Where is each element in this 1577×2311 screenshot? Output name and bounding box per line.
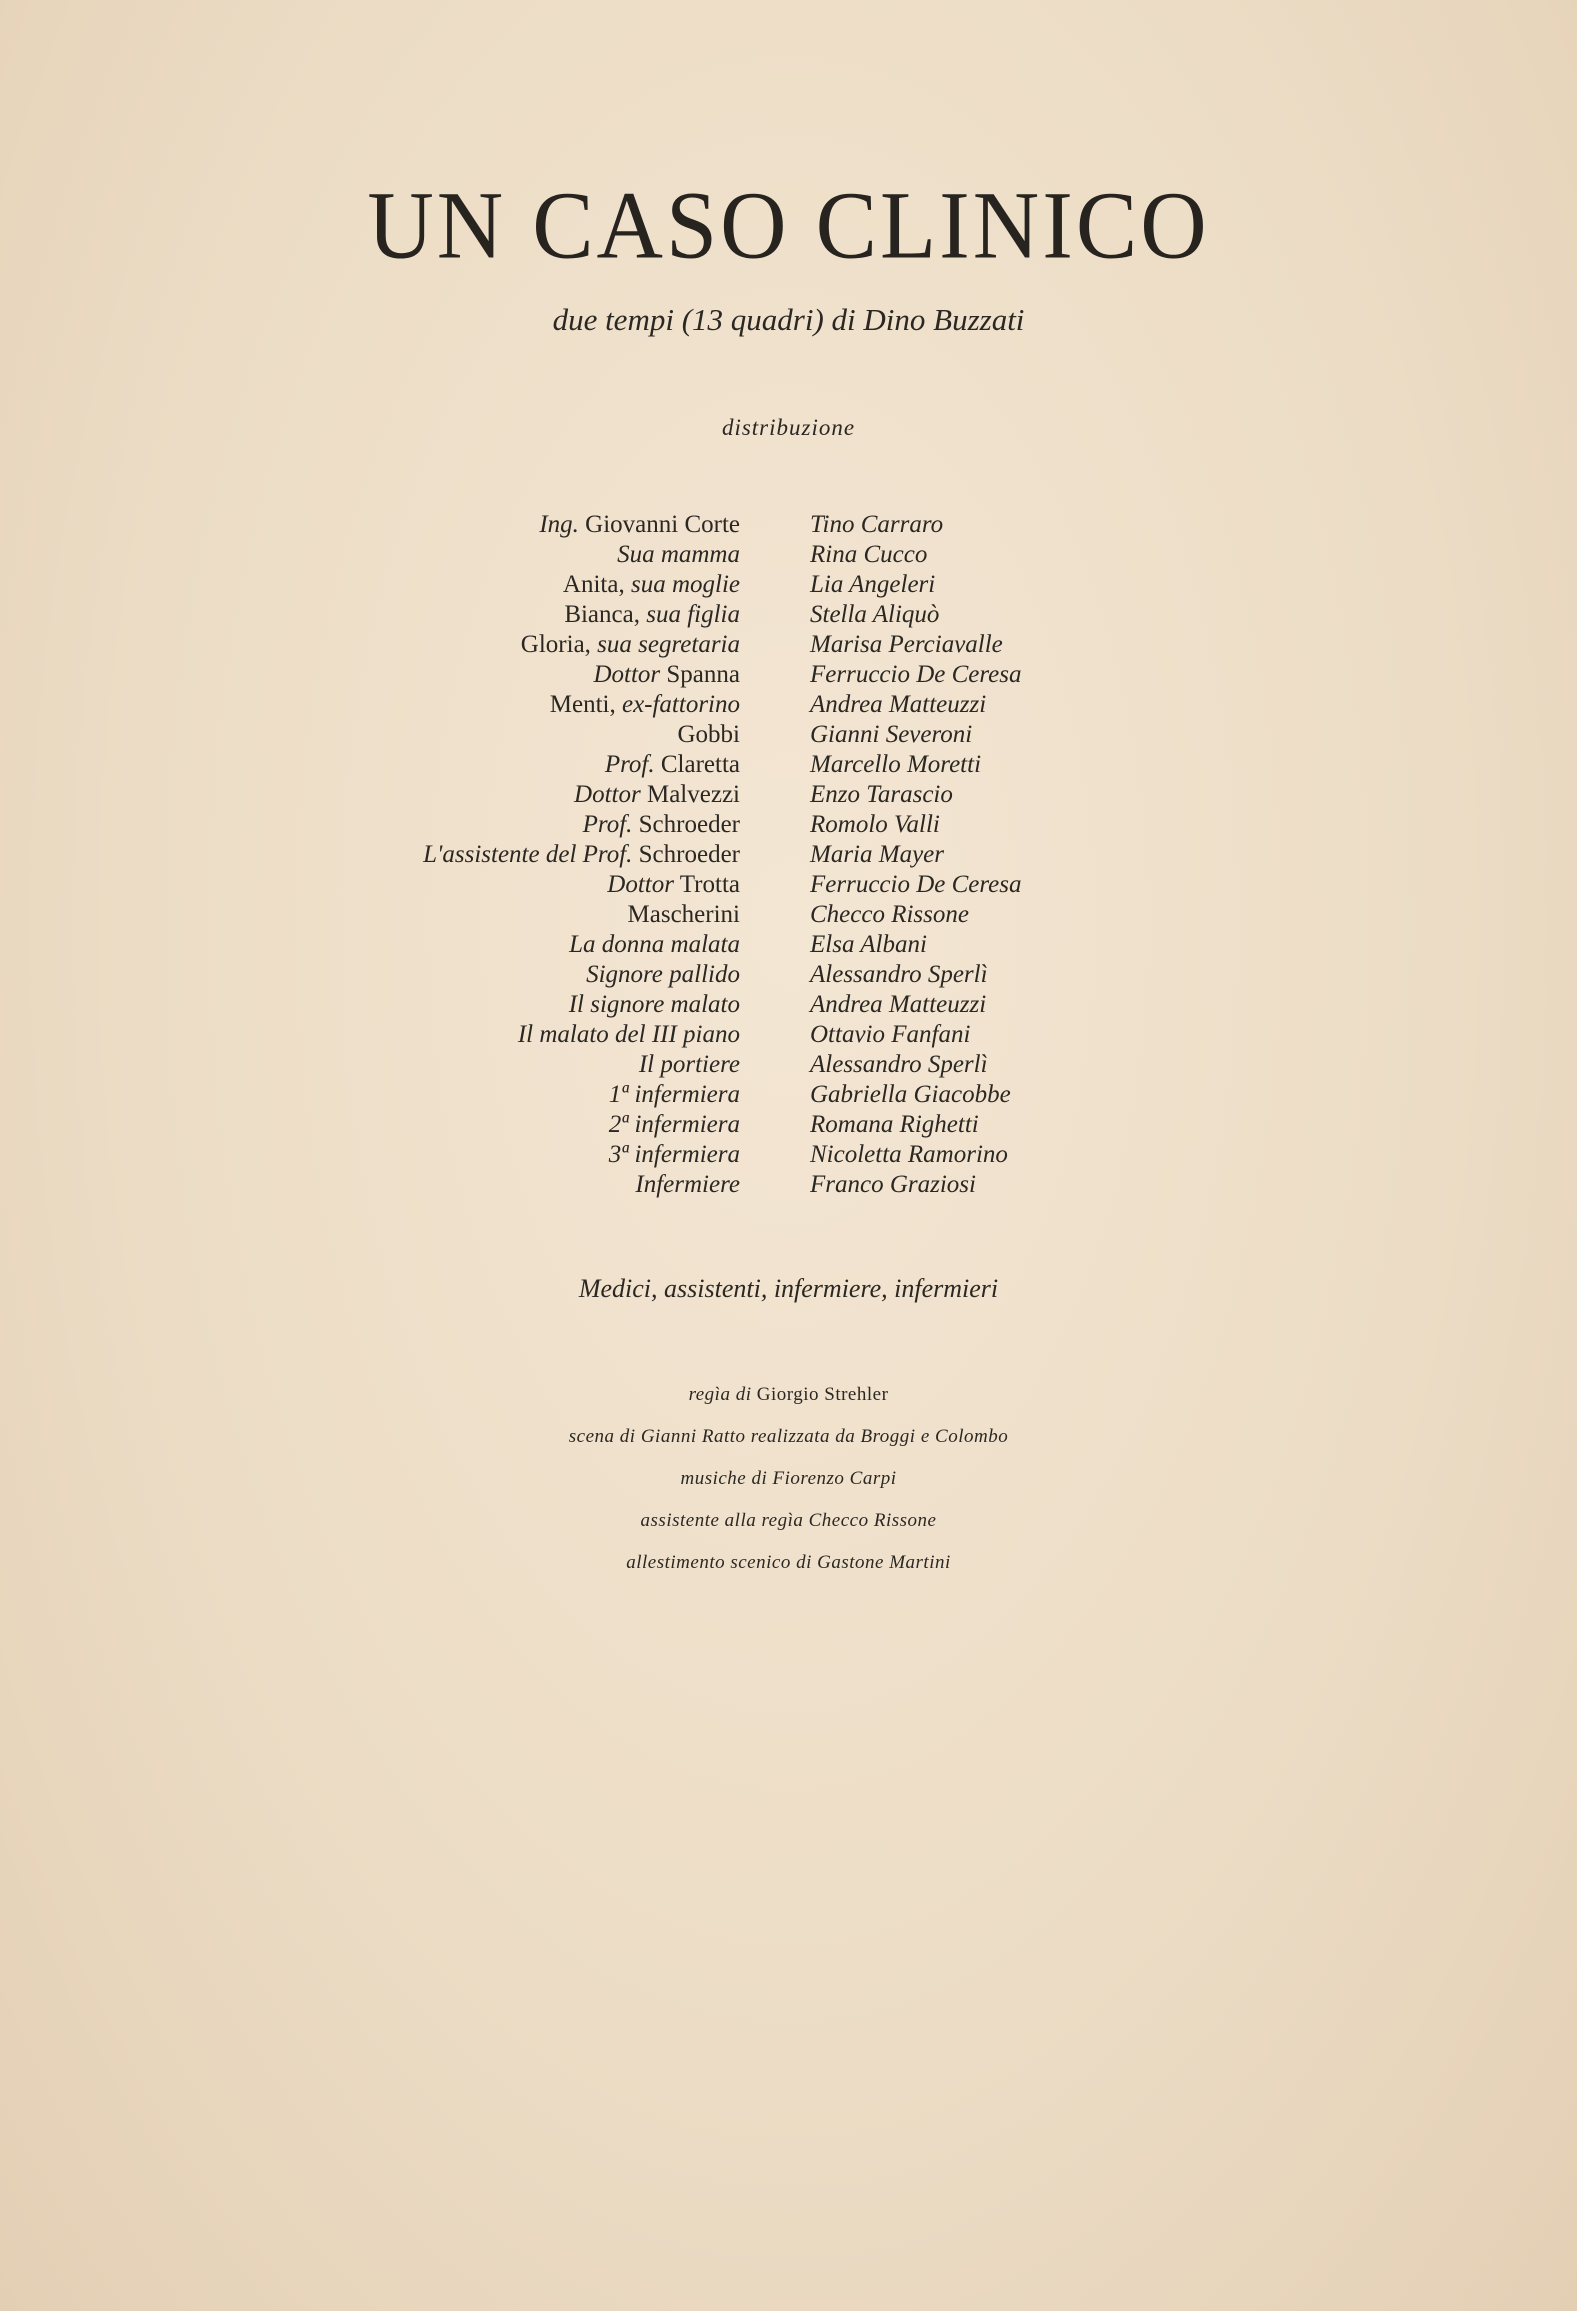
cast-role xyxy=(617,540,740,570)
cast-role-prefix: Prof. xyxy=(582,811,633,838)
subtitle: due tempi (13 quadri) di Dino Buzzati xyxy=(552,302,1025,337)
credit-text: assistente alla regìa Checco Rissone xyxy=(640,1510,937,1531)
distribution-label: distribuzione xyxy=(721,415,856,440)
cast-row xyxy=(0,660,1577,690)
cast-role-name: Trotta xyxy=(673,871,740,898)
cast-role xyxy=(635,1170,740,1200)
credit-extra: realizzata da Broggi e Colombo xyxy=(745,1426,1009,1447)
cast-role xyxy=(521,630,740,660)
cast-role-suffix: sua moglie xyxy=(630,571,740,598)
cast-role-name: Bianca, xyxy=(564,601,647,628)
cast-role xyxy=(628,900,740,930)
cast-role-prefix: Infermiere xyxy=(635,1171,740,1198)
cast-actor: Maria Mayer xyxy=(810,841,944,868)
credit-line xyxy=(0,1374,1577,1416)
cast-role-name: Anita, xyxy=(562,571,631,598)
cast-actor: Ferruccio De Ceresa xyxy=(810,661,1022,688)
cast-row xyxy=(0,780,1577,810)
cast-role xyxy=(423,840,740,870)
cast-actor: Ottavio Fanfani xyxy=(810,1021,971,1048)
cast-role xyxy=(609,1140,740,1170)
cast-role-prefix: 2ª infermiera xyxy=(608,1111,740,1138)
cast-actor: Ferruccio De Ceresa xyxy=(810,871,1022,898)
cast-role xyxy=(574,780,740,810)
credit-text: allestimento scenico di Gastone Martini xyxy=(626,1552,951,1573)
cast-role-prefix: Ing. xyxy=(539,511,579,538)
cast-role-name: Gobbi xyxy=(677,721,740,748)
credit-line xyxy=(0,1500,1577,1542)
page-title: UN CASO CLINICO xyxy=(367,171,1210,279)
cast-row xyxy=(0,870,1577,900)
cast-role-name: Spanna xyxy=(660,661,740,688)
cast-actor: Nicoletta Ramorino xyxy=(810,1141,1008,1168)
cast-role-prefix: 3ª infermiera xyxy=(608,1141,740,1168)
cast-role-name: Schroeder xyxy=(632,841,740,868)
cast-role xyxy=(569,930,740,960)
cast-role-name: Mascherini xyxy=(627,901,740,928)
cast-row xyxy=(0,960,1577,990)
cast-actor: Alessandro Sperlì xyxy=(810,1051,988,1078)
cast-role-name: Gloria, xyxy=(520,631,598,658)
cast-row xyxy=(0,1020,1577,1050)
cast-actor: Alessandro Sperlì xyxy=(810,961,988,988)
cast-row xyxy=(0,540,1577,570)
cast-role xyxy=(639,1050,740,1080)
credit-line xyxy=(0,1458,1577,1500)
cast-actor: Marcello Moretti xyxy=(810,751,982,778)
cast-row xyxy=(0,600,1577,630)
cast-row xyxy=(0,1140,1577,1170)
cast-actor: Romolo Valli xyxy=(810,811,940,838)
credit-text: musiche di Fiorenzo Carpi xyxy=(680,1468,897,1489)
cast-actor: Romana Righetti xyxy=(810,1111,979,1138)
cast-role xyxy=(518,1020,740,1050)
cast-role xyxy=(563,570,740,600)
cast-actor: Andrea Matteuzzi xyxy=(810,691,987,718)
cast-role xyxy=(586,960,740,990)
cast-actor: Tino Carraro xyxy=(810,511,944,538)
extras-line: Medici, assistenti, infermiere, infermieri xyxy=(578,1274,999,1303)
credits-block xyxy=(0,1374,1577,1584)
cast-actor: Stella Aliquò xyxy=(810,601,940,628)
cast-list xyxy=(0,510,1577,1200)
cast-role xyxy=(583,810,740,840)
cast-role xyxy=(550,690,740,720)
cast-actor: Lia Angeleri xyxy=(810,571,936,598)
cast-row xyxy=(0,720,1577,750)
cast-role-prefix: Dottor xyxy=(607,871,674,898)
cast-row xyxy=(0,570,1577,600)
cast-row xyxy=(0,1170,1577,1200)
cast-role xyxy=(539,510,740,540)
cast-role-prefix: Dottor xyxy=(574,781,641,808)
cast-row xyxy=(0,840,1577,870)
cast-role-prefix: Il malato del III piano xyxy=(517,1021,740,1048)
cast-row xyxy=(0,930,1577,960)
cast-actor: Checco Rissone xyxy=(810,901,969,928)
cast-actor: Elsa Albani xyxy=(810,931,927,958)
cast-row xyxy=(0,1050,1577,1080)
cast-role-name: Claretta xyxy=(654,751,740,778)
cast-row xyxy=(0,810,1577,840)
credit-line xyxy=(0,1416,1577,1458)
cast-row xyxy=(0,900,1577,930)
cast-actor: Andrea Matteuzzi xyxy=(810,991,987,1018)
cast-actor: Enzo Tarascio xyxy=(810,781,953,808)
cast-actor: Rina Cucco xyxy=(810,541,928,568)
cast-role xyxy=(564,600,740,630)
cast-role xyxy=(593,660,740,690)
cast-role-prefix: Il portiere xyxy=(638,1051,740,1078)
cast-actor: Marisa Perciavalle xyxy=(810,631,1003,658)
cast-role-prefix: La donna malata xyxy=(569,931,740,958)
cast-role-prefix: Signore pallido xyxy=(586,961,740,988)
cast-role xyxy=(609,1110,740,1140)
cast-role-prefix: Prof. xyxy=(604,751,655,778)
cast-role xyxy=(609,1080,740,1110)
credit-line xyxy=(0,1542,1577,1584)
cast-role-prefix: Dottor xyxy=(593,661,661,688)
cast-row xyxy=(0,1110,1577,1140)
cast-actor: Gabriella Giacobbe xyxy=(810,1081,1011,1108)
cast-role-name: Menti, xyxy=(549,691,622,718)
cast-row xyxy=(0,510,1577,540)
cast-role xyxy=(569,990,740,1020)
cast-role xyxy=(605,750,740,780)
cast-role-prefix: 1ª infermiera xyxy=(608,1081,740,1108)
cast-role-name: Malvezzi xyxy=(640,781,740,808)
cast-actor: Franco Graziosi xyxy=(810,1171,976,1198)
cast-row xyxy=(0,690,1577,720)
cast-role-suffix: sua segretaria xyxy=(597,631,740,658)
cast-row xyxy=(0,630,1577,660)
cast-row xyxy=(0,1080,1577,1110)
cast-row xyxy=(0,750,1577,780)
cast-role-suffix: sua figlia xyxy=(646,601,740,628)
cast-role xyxy=(678,720,741,750)
cast-role-suffix: ex-fattorino xyxy=(621,691,740,718)
cast-role xyxy=(607,870,740,900)
cast-role-prefix: Sua mamma xyxy=(617,541,740,568)
cast-role-name: Giovanni Corte xyxy=(578,511,740,538)
credit-text: scena di Gianni Ratto xyxy=(568,1426,746,1447)
cast-role-name: Schroeder xyxy=(632,811,740,838)
cast-row xyxy=(0,990,1577,1020)
credit-text: regìa di xyxy=(688,1384,757,1405)
credit-name: Giorgio Strehler xyxy=(756,1384,889,1405)
cast-role-prefix: Il signore malato xyxy=(568,991,740,1018)
cast-role-prefix: L'assistente del Prof. xyxy=(423,841,633,868)
cast-actor: Gianni Severoni xyxy=(810,721,973,748)
